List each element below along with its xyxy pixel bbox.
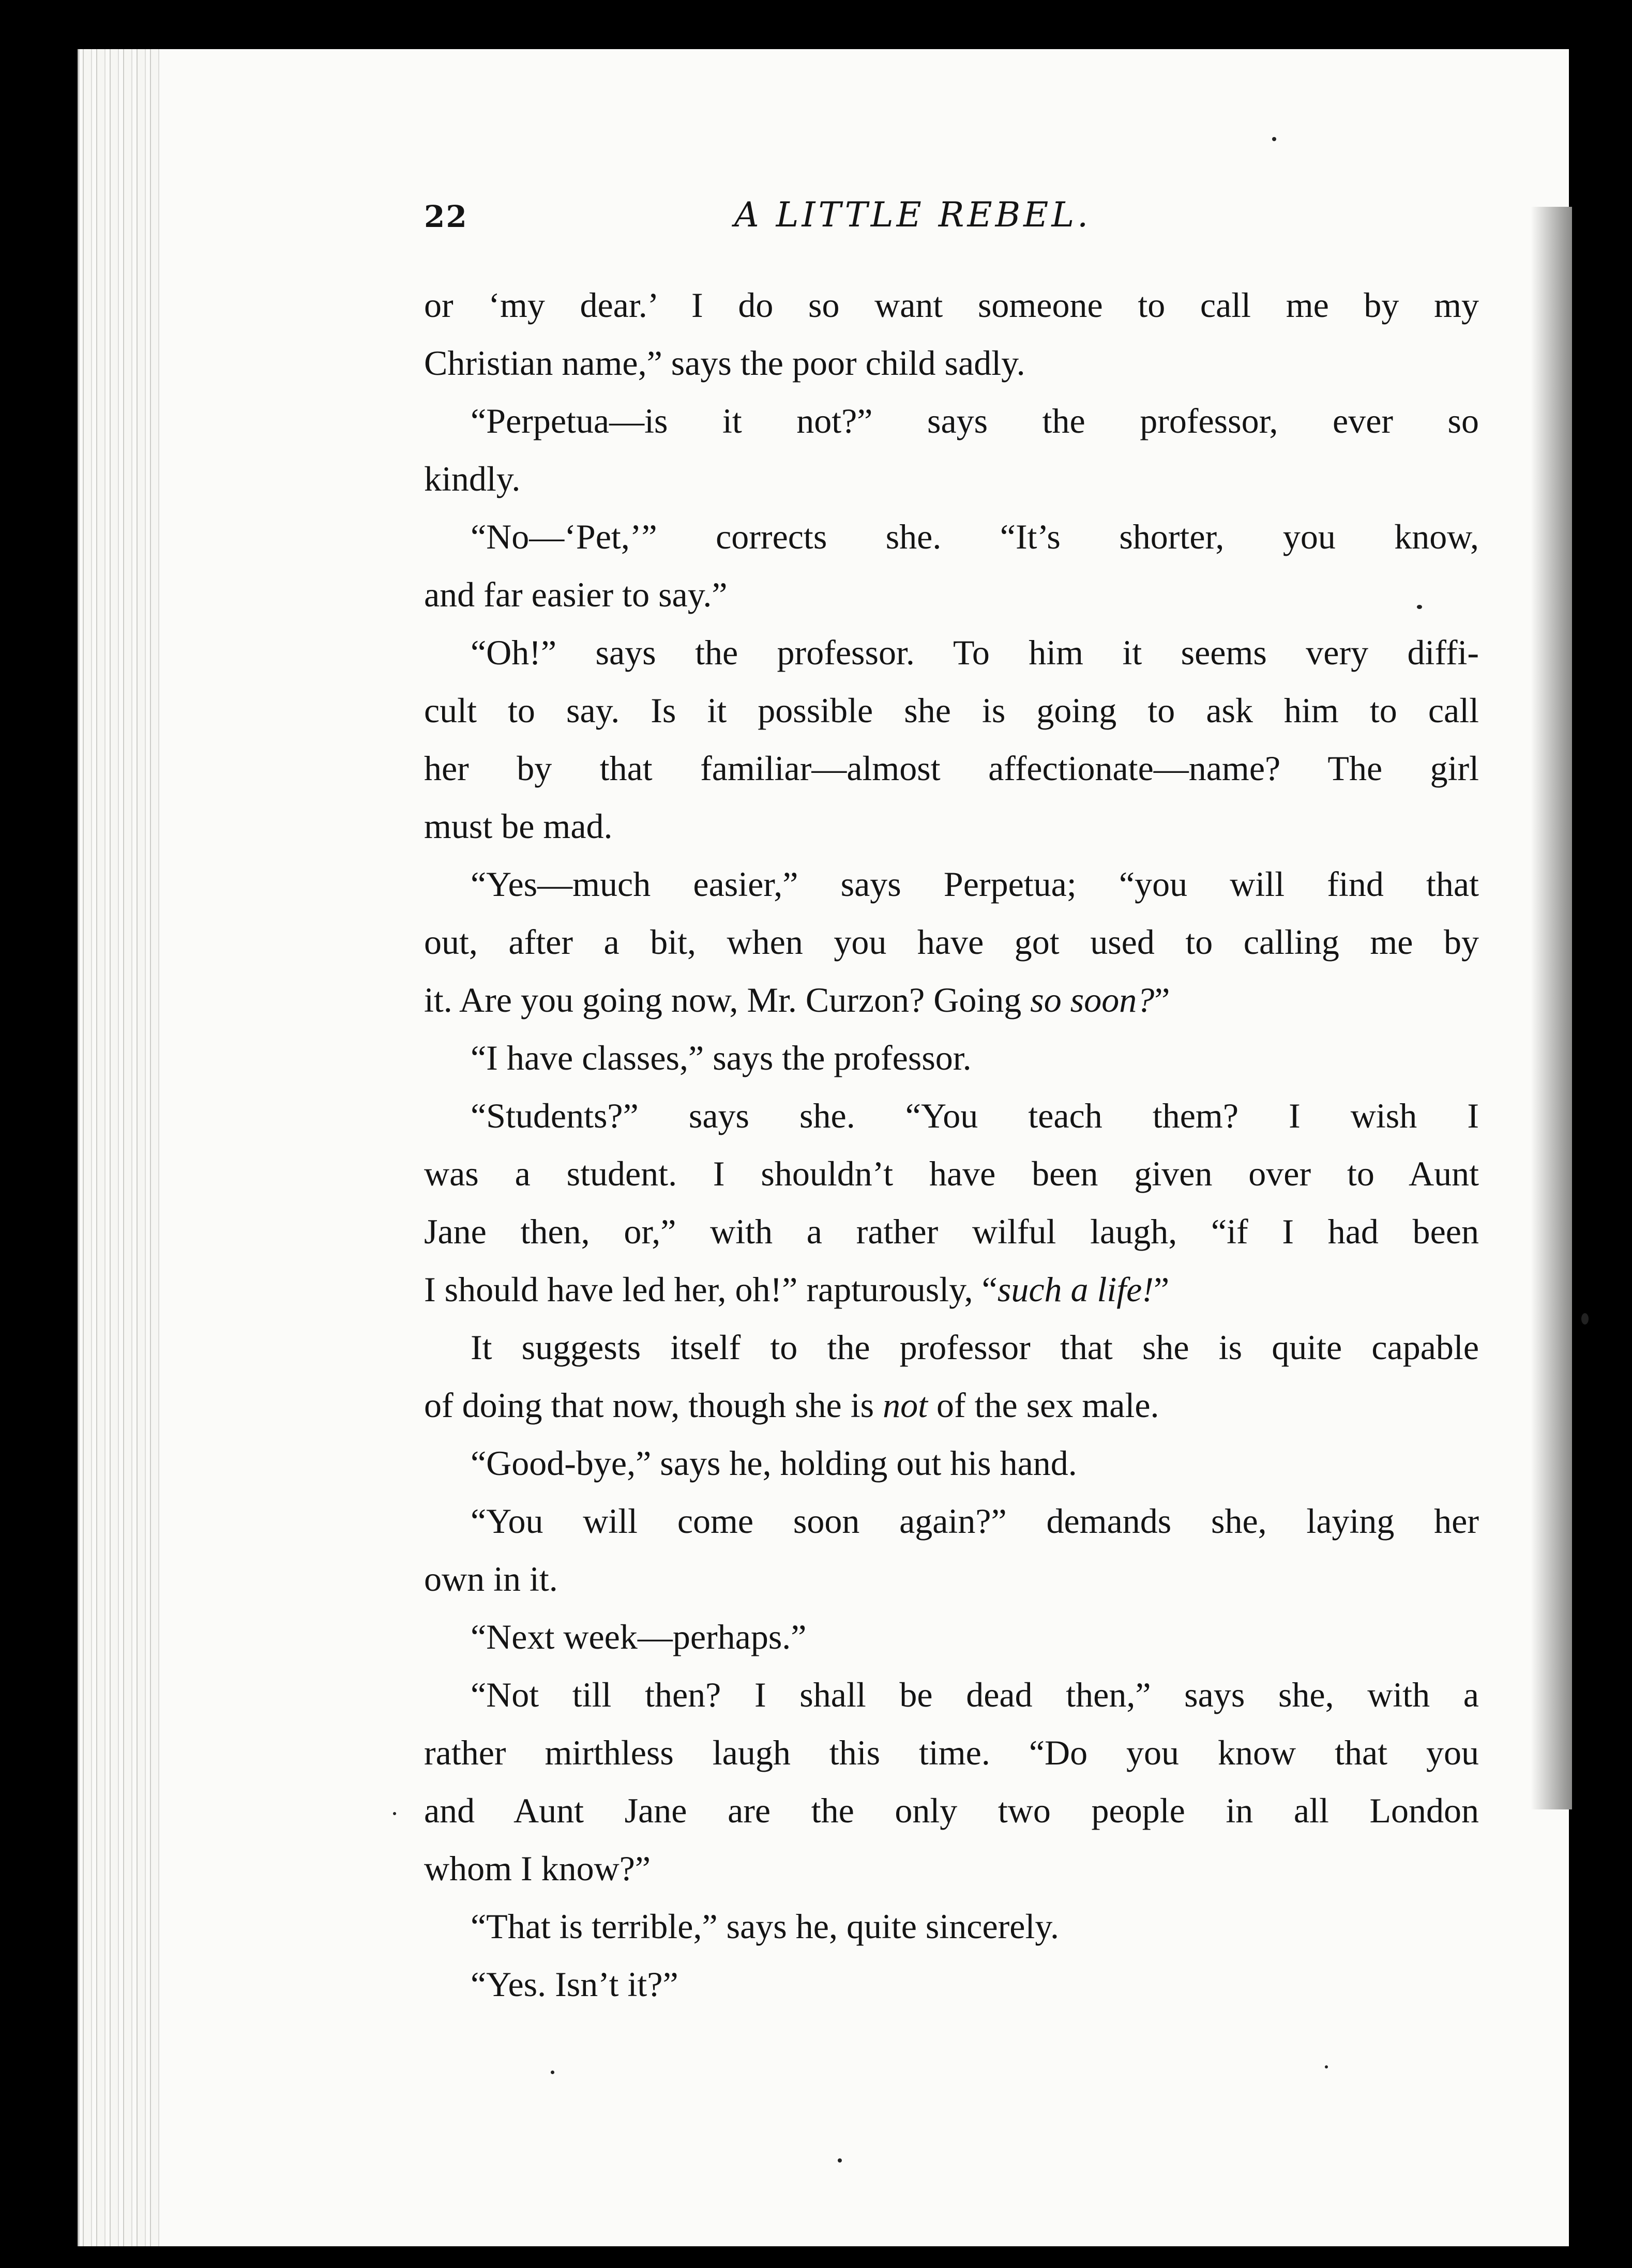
text-line: “Perpetua—is it not?” says the professor, ever so <box>471 401 1479 440</box>
text-span: ” <box>1154 980 1170 1019</box>
italic-span: such a life! <box>997 1270 1154 1309</box>
text-line: “Oh!” says the professor. To him it seems very diffi- <box>471 633 1479 672</box>
text-line: or ‘my dear.’ I do so want someone to call me by my <box>424 285 1479 325</box>
running-title: A LITTLE REBEL. <box>734 195 1092 235</box>
text-line: “You will come soon again?” demands she, laying her <box>471 1501 1479 1541</box>
text-line: “That is terrible,” says he, quite sincerely. <box>471 1907 1059 1946</box>
scan-speck <box>1325 2065 1328 2068</box>
text-line: must be mad. <box>424 806 613 846</box>
scan-speck <box>1581 1313 1589 1325</box>
scan-border-right <box>1572 49 1632 2268</box>
scan-speck <box>1272 137 1276 141</box>
italic-span: not <box>883 1386 928 1425</box>
text-span: of the sex male. <box>928 1386 1159 1425</box>
text-line: “Not till then? I shall be dead then,” says she, with a <box>471 1675 1479 1714</box>
text-line: “Good-bye,” says he, holding out his hand. <box>471 1443 1077 1483</box>
text-line: her by that familiar—almost affectionate—name? The girl <box>424 749 1479 788</box>
page-number: 22 <box>424 199 468 234</box>
scan-speck <box>393 1812 396 1815</box>
text-line: Christian name,” says the poor child sadly. <box>424 343 1025 383</box>
text-span: ” <box>1154 1270 1170 1309</box>
text-line: “No—‘Pet,’” corrects she. “It’s shorter, you know, <box>471 517 1479 556</box>
text-span: I should have led her, oh!” rapturously, “ <box>424 1270 998 1309</box>
text-line <box>424 1264 1479 1315</box>
text-line: was a student. I shouldn’t have been given over to Aunt <box>424 1154 1479 1193</box>
running-head <box>424 195 1474 246</box>
text-line: “Next week—perhaps.” <box>471 1617 807 1656</box>
text-line: kindly. <box>424 459 521 498</box>
text-line <box>424 1379 1479 1431</box>
text-line: own in it. <box>424 1559 558 1599</box>
text-line: “Yes. Isn’t it?” <box>471 1965 678 2004</box>
text-span: of doing that now, though she is <box>424 1386 883 1425</box>
text-line: rather mirthless laugh this time. “Do you know that you <box>424 1733 1479 1772</box>
book-binding-edge <box>78 49 160 2246</box>
text-line <box>424 974 1479 1026</box>
scan-speck <box>838 2158 842 2163</box>
text-line: Jane then, or,” with a rather wilful laugh, “if I had been <box>424 1212 1479 1251</box>
scan-speck <box>551 2071 554 2074</box>
italic-span: so soon? <box>1030 980 1155 1019</box>
text-line: cult to say. Is it possible she is going to ask him to call <box>424 691 1479 730</box>
text-line: “Students?” says she. “You teach them? I wish I <box>471 1096 1479 1135</box>
text-line: and Aunt Jane are the only two people in all London <box>424 1791 1479 1830</box>
text-line: It suggests itself to the professor that she is quite capable <box>471 1328 1479 1367</box>
text-line: “I have classes,” says the professor. <box>471 1038 972 1077</box>
text-line: out, after a bit, when you have got used to calling me by <box>424 922 1479 962</box>
scan-speck <box>1417 605 1422 609</box>
text-line: and far easier to say.” <box>424 575 728 614</box>
text-line: whom I know?” <box>424 1849 651 1888</box>
text-span: it. Are you going now, Mr. Curzon? Going <box>424 980 1031 1019</box>
text-line: “Yes—much easier,” says Perpetua; “you will find that <box>471 864 1479 904</box>
